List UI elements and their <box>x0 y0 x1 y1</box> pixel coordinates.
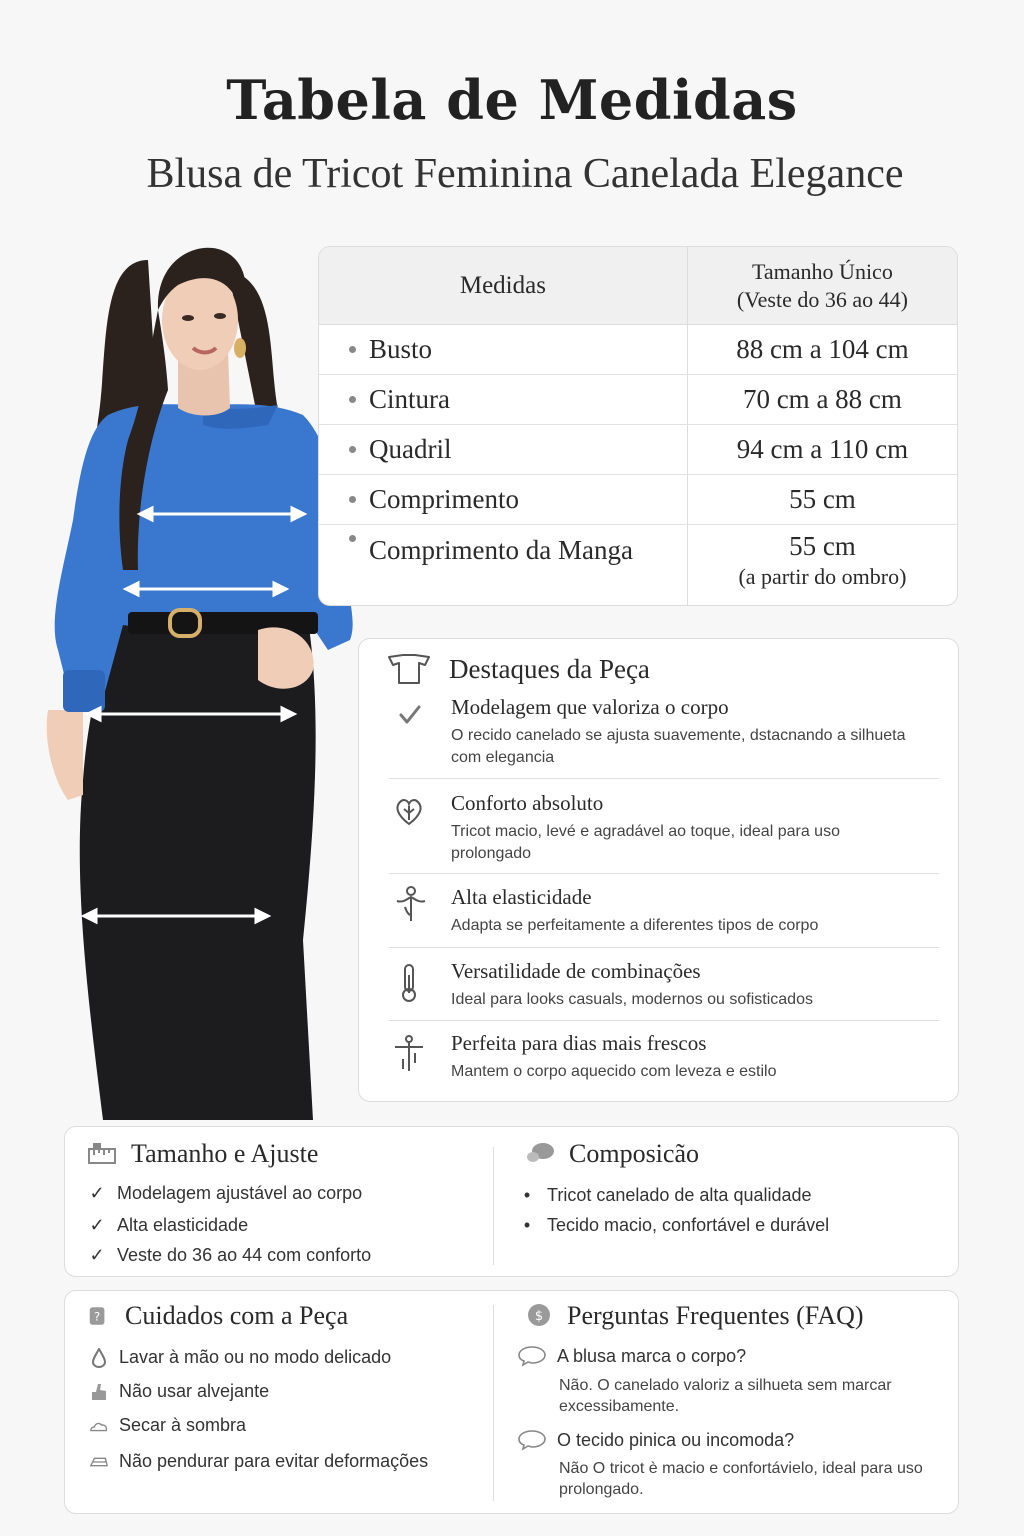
speech-bubble-icon <box>517 1429 547 1451</box>
dollar-bubble-icon <box>523 1303 553 1329</box>
row-label: Comprimento da Manga <box>369 535 633 565</box>
bullet-icon: • <box>523 1215 531 1235</box>
svg-text:?: ? <box>93 1309 101 1324</box>
bullet-icon <box>349 396 356 403</box>
faq-answer: Não O tricot è macio e confortávielo, ideal para uso prolongado. <box>559 1460 923 1498</box>
check-icon <box>389 695 429 735</box>
highlight-desc: Adapta se perfeitamente a diferentes tipos de corpo <box>451 917 819 934</box>
header-measures: Medidas <box>319 247 688 324</box>
skirt <box>80 620 316 1120</box>
highlights-title: Destaques da Peça <box>449 653 650 684</box>
list-item <box>89 1381 269 1402</box>
bullet-icon <box>349 446 356 453</box>
list-item-label: Não pendurar para evitar deformações <box>119 1451 429 1471</box>
thermometer-icon <box>389 959 429 1007</box>
model-photo <box>28 240 368 1120</box>
row-value: 94 cm a 110 cm <box>736 434 909 464</box>
fit-composition-card <box>64 1126 959 1277</box>
fit-title <box>87 1139 318 1169</box>
bullet-icon <box>349 346 356 353</box>
highlight-desc: O recido canelado se ajusta suavemente, dstacnando a silhueta com elegancia <box>451 727 906 766</box>
divider <box>389 873 939 874</box>
table-row <box>319 475 957 525</box>
table-row <box>319 425 957 475</box>
composition-title-label: Composicão <box>569 1139 699 1168</box>
header-size-line2: (Veste do 36 ao 44) <box>736 286 908 312</box>
svg-text:$: $ <box>534 1309 544 1324</box>
list-item <box>87 1183 362 1204</box>
faq-title <box>523 1301 864 1331</box>
row-note: (a partir do ombro) <box>738 564 907 589</box>
faq-question-label: O tecido pinica ou incomoda? <box>557 1429 795 1450</box>
row-value: 88 cm a 104 cm <box>736 334 909 364</box>
table-row <box>319 375 957 425</box>
divider <box>389 947 939 948</box>
check-icon: ✓ <box>89 1183 105 1203</box>
measurements-table <box>318 246 958 606</box>
check-icon: ✓ <box>89 1245 105 1265</box>
highlight-desc: Ideal para looks casuals, modernos ou sofisticados <box>451 991 813 1008</box>
divider <box>493 1147 494 1265</box>
care-title-label: Cuidados com a Peça <box>125 1301 349 1330</box>
faq-question <box>517 1345 746 1367</box>
water-drop-icon <box>89 1348 109 1368</box>
highlight-title: Versatilidade de combinações <box>451 959 701 983</box>
faq-answer: Não. O canelado valoriz a silhueta sem marcar excessibamente. <box>559 1377 892 1415</box>
row-value: 55 cm <box>789 531 856 561</box>
speech-bubble-icon <box>517 1345 547 1367</box>
bullet-icon <box>349 496 356 503</box>
list-item <box>517 1185 812 1206</box>
cloud-icon <box>89 1418 109 1434</box>
faq-question-label: A blusa marca o corpo? <box>557 1345 747 1366</box>
table-row <box>319 325 957 375</box>
sweater-outline-icon <box>385 651 433 687</box>
page-subtitle: Blusa de Tricot Feminina Canelada Elegance <box>146 151 904 197</box>
divider <box>389 778 939 779</box>
row-value: 70 cm a 88 cm <box>742 384 902 414</box>
list-item-label: Veste do 36 ao 44 com conforto <box>117 1245 372 1265</box>
bullet-icon <box>349 535 356 542</box>
heart-leaf-icon <box>389 791 429 831</box>
row-label: Busto <box>369 334 433 364</box>
list-item <box>89 1451 428 1472</box>
composition-title <box>525 1139 699 1169</box>
figure-icon <box>389 1031 429 1075</box>
list-item-label: Não usar alvejante <box>119 1381 270 1401</box>
hand-icon <box>89 1382 109 1402</box>
list-item <box>517 1215 829 1236</box>
highlight-title: Alta elasticidade <box>451 885 592 909</box>
header-size-line1: Tamanho Único <box>752 258 893 284</box>
chat-bubble-icon <box>525 1141 555 1167</box>
table-row <box>319 525 957 606</box>
list-item-label: Secar à sombra <box>119 1415 247 1435</box>
highlight-title: Modelagem que valoriza o corpo <box>451 695 729 719</box>
folded-cloth-icon <box>89 1454 109 1470</box>
divider <box>493 1305 494 1501</box>
row-value: 55 cm <box>789 484 856 514</box>
divider <box>389 1020 939 1021</box>
table-header <box>319 247 957 325</box>
highlight-title: Conforto absoluto <box>451 791 604 815</box>
list-item-label: Lavar à mão ou no modo delicado <box>119 1347 392 1367</box>
list-item-label: Modelagem ajustável ao corpo <box>117 1183 363 1203</box>
header-size <box>688 247 957 324</box>
check-icon: ✓ <box>89 1215 105 1235</box>
care-faq-card <box>64 1290 959 1514</box>
row-label: Cintura <box>369 384 450 414</box>
ruler-icon <box>87 1141 117 1167</box>
list-item-label: Tricot canelado de alta qualidade <box>547 1185 812 1205</box>
page-title: Tabela de Medidas <box>226 68 798 132</box>
faq-title-label: Perguntas Frequentes (FAQ) <box>567 1301 864 1330</box>
list-item <box>87 1215 248 1236</box>
list-item <box>89 1347 391 1368</box>
stretch-figure-icon <box>389 885 429 925</box>
faq-question <box>517 1429 794 1451</box>
highlight-desc: Tricot macio, levé e agradável ao toque, ideal para uso prolongado <box>451 823 840 862</box>
highlight-desc: Mantem o corpo aquecido com leveza e estilo <box>451 1063 777 1080</box>
care-title <box>89 1301 348 1331</box>
list-item-label: Tecido macio, confortável e durável <box>547 1215 830 1235</box>
list-item <box>89 1415 246 1436</box>
fit-title-label: Tamanho e Ajuste <box>131 1139 319 1168</box>
list-item-label: Alta elasticidade <box>117 1215 249 1235</box>
row-label: Comprimento <box>369 484 519 514</box>
row-label: Quadril <box>369 434 452 464</box>
list-item <box>87 1245 371 1266</box>
highlights-card <box>358 638 959 1102</box>
bullet-icon: • <box>523 1185 531 1205</box>
highlight-title: Perfeita para dias mais frescos <box>451 1031 707 1055</box>
question-tag-icon <box>89 1303 111 1329</box>
